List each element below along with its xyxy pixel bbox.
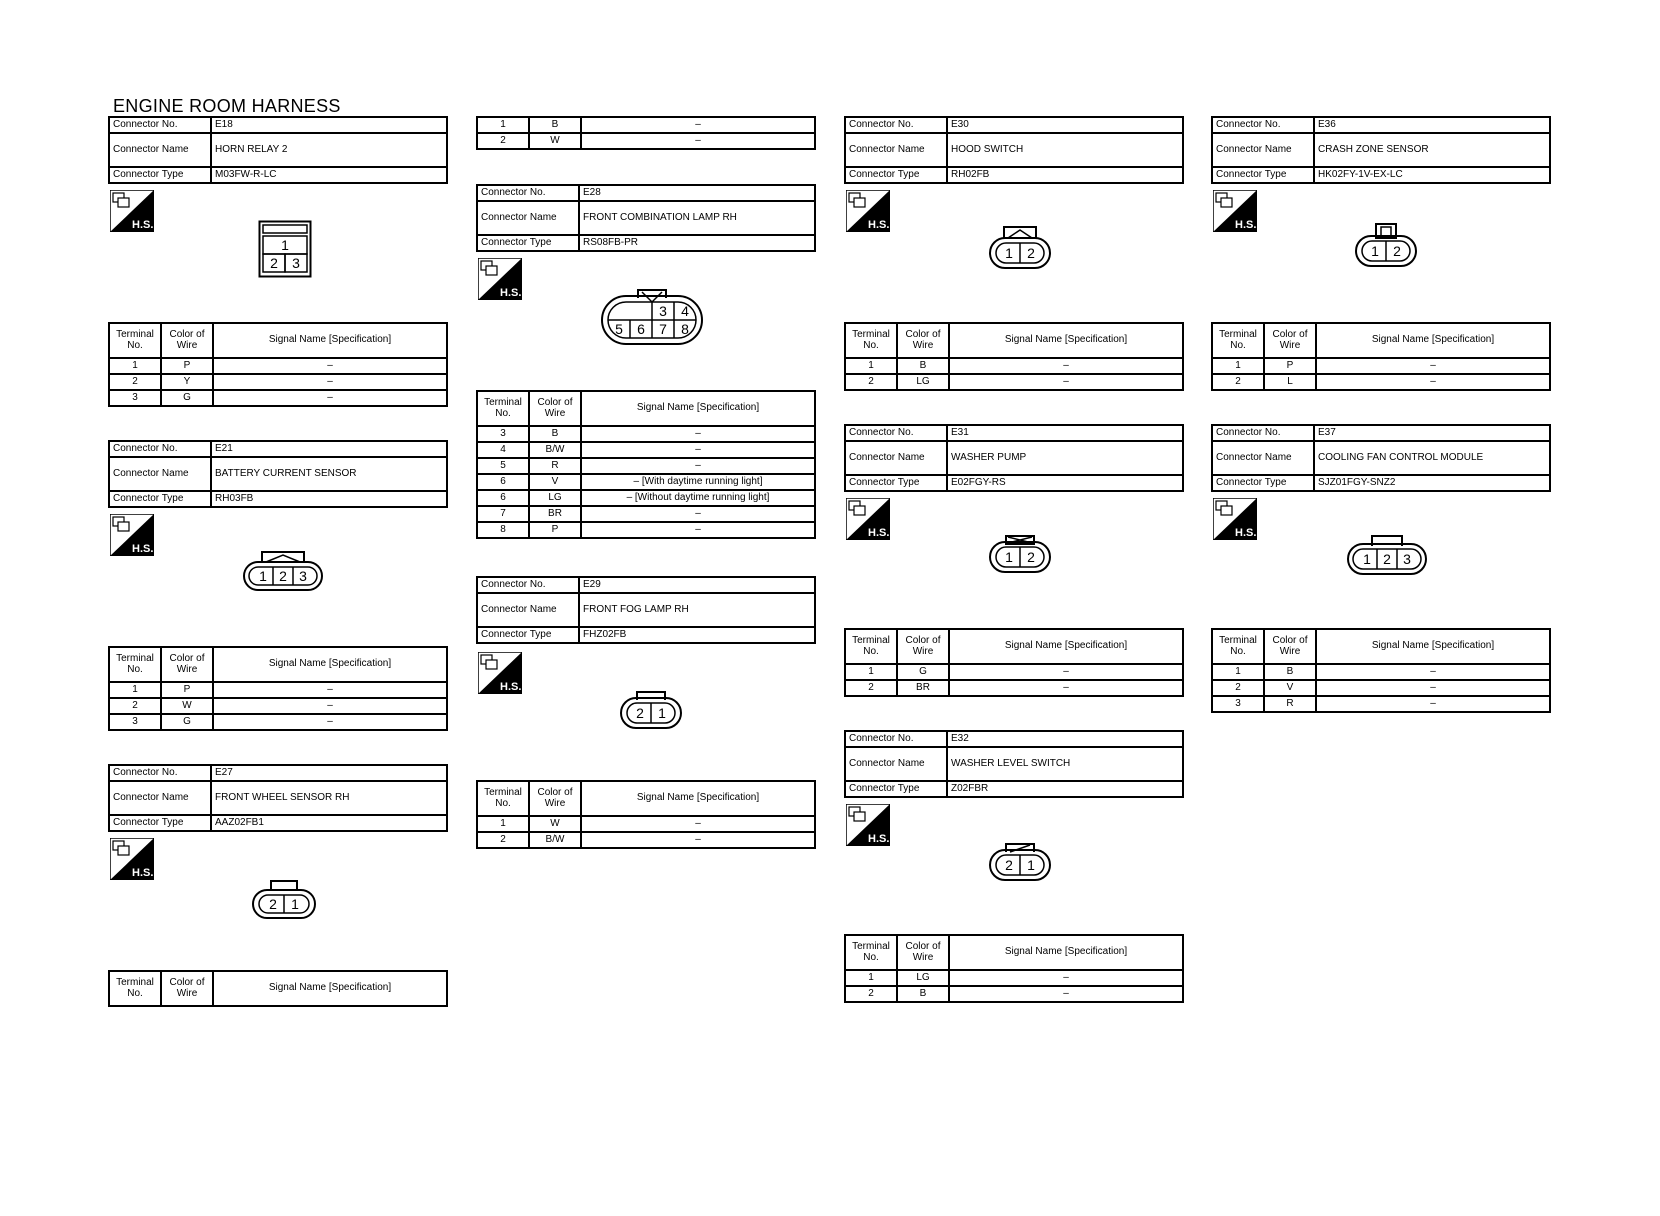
connector-name-value: WASHER PUMP bbox=[947, 441, 1183, 475]
terminal-table-e37 bbox=[1211, 628, 1551, 713]
signal-cell: – bbox=[581, 458, 815, 474]
terminal-cell: 1 bbox=[845, 358, 897, 374]
color-cell: V bbox=[1264, 680, 1316, 696]
hs-label: H.S. bbox=[1235, 219, 1257, 231]
signal-name-header: Signal Name [Specification] bbox=[213, 323, 447, 358]
terminal-cell: 2 bbox=[1212, 680, 1264, 696]
table-row bbox=[845, 970, 1183, 986]
terminal-cell: 1 bbox=[109, 358, 161, 374]
connector-info-e37 bbox=[1211, 424, 1551, 492]
harness-side-icon bbox=[846, 804, 890, 846]
hs-label: H.S. bbox=[500, 287, 522, 299]
pin-label: 1 bbox=[1363, 551, 1371, 567]
connector-type-value: FHZ02FB bbox=[579, 627, 815, 643]
connector-type-value: E02FGY-RS bbox=[947, 475, 1183, 491]
pin-label: 8 bbox=[681, 321, 689, 337]
table-row bbox=[477, 426, 815, 442]
color-cell: G bbox=[897, 664, 949, 680]
signal-cell: – bbox=[581, 832, 815, 848]
connector-name-label: Connector Name bbox=[477, 201, 579, 235]
pin-label: 7 bbox=[659, 321, 667, 337]
table-row bbox=[477, 133, 815, 149]
connector-name-label: Connector Name bbox=[845, 441, 947, 475]
connector-name-label: Connector Name bbox=[109, 133, 211, 167]
signal-name-header: Signal Name [Specification] bbox=[213, 647, 447, 682]
terminal-cell: 1 bbox=[845, 664, 897, 680]
terminal-cell: 1 bbox=[109, 682, 161, 698]
terminal-cell: 2 bbox=[845, 986, 897, 1002]
pin-label: 3 bbox=[299, 568, 307, 584]
connector-type-value: AAZ02FB1 bbox=[211, 815, 447, 831]
terminal-cell: 6 bbox=[477, 474, 529, 490]
pin-label: 3 bbox=[1403, 551, 1411, 567]
connector-info-e21 bbox=[108, 440, 448, 508]
terminal-no-header: Terminal No. bbox=[109, 647, 161, 682]
connector-name-value: COOLING FAN CONTROL MODULE bbox=[1314, 441, 1550, 475]
pin-label: 1 bbox=[1005, 245, 1013, 261]
terminal-no-header: Terminal No. bbox=[845, 629, 897, 664]
table-row bbox=[1212, 680, 1550, 696]
harness-side-icon bbox=[1213, 498, 1257, 540]
harness-side-icon bbox=[110, 190, 154, 232]
signal-cell: – bbox=[949, 374, 1183, 390]
table-row bbox=[477, 522, 815, 538]
connector-name-label: Connector Name bbox=[477, 593, 579, 627]
connector-type-value: RS08FB-PR bbox=[579, 235, 815, 251]
connector-type-value: RH02FB bbox=[947, 167, 1183, 183]
connector-face-e21 bbox=[242, 548, 326, 599]
terminal-table-e32 bbox=[844, 934, 1184, 1003]
connector-type-label: Connector Type bbox=[477, 627, 579, 643]
connector-no-value: E29 bbox=[579, 577, 815, 593]
table-row bbox=[1212, 374, 1550, 390]
connector-info-e36 bbox=[1211, 116, 1551, 184]
color-of-wire-header: Color of Wire bbox=[897, 323, 949, 358]
connector-type-value: M03FW-R-LC bbox=[211, 167, 447, 183]
connector-type-label: Connector Type bbox=[109, 815, 211, 831]
connector-name-label: Connector Name bbox=[1212, 441, 1314, 475]
connector-face-e31 bbox=[988, 534, 1052, 579]
table-row bbox=[845, 358, 1183, 374]
signal-cell: – bbox=[581, 426, 815, 442]
connector-name-value: HOOD SWITCH bbox=[947, 133, 1183, 167]
signal-cell: – bbox=[949, 358, 1183, 374]
connector-name-value: FRONT FOG LAMP RH bbox=[579, 593, 815, 627]
connector-no-label: Connector No. bbox=[477, 577, 579, 593]
signal-cell: – bbox=[1316, 696, 1550, 712]
color-of-wire-header: Color of Wire bbox=[161, 647, 213, 682]
connector-info-e31 bbox=[844, 424, 1184, 492]
terminal-no-header: Terminal No. bbox=[109, 323, 161, 358]
pin-label: 1 bbox=[291, 896, 299, 912]
terminal-table-e27-continued bbox=[476, 116, 816, 150]
color-cell: W bbox=[529, 816, 581, 832]
table-row bbox=[1212, 358, 1550, 374]
connector-no-value: E28 bbox=[579, 185, 815, 201]
connector-type-value: RH03FB bbox=[211, 491, 447, 507]
terminal-no-header: Terminal No. bbox=[477, 391, 529, 426]
pin-label: 1 bbox=[259, 568, 267, 584]
color-cell: Y bbox=[161, 374, 213, 390]
terminal-cell: 1 bbox=[1212, 664, 1264, 680]
signal-name-header: Signal Name [Specification] bbox=[949, 935, 1183, 970]
signal-name-header: Signal Name [Specification] bbox=[213, 971, 447, 1006]
connector-no-label: Connector No. bbox=[109, 765, 211, 781]
connector-type-value: SJZ01FGY-SNZ2 bbox=[1314, 475, 1550, 491]
pin-label: 1 bbox=[1371, 243, 1379, 259]
color-cell: B bbox=[897, 986, 949, 1002]
connector-no-label: Connector No. bbox=[109, 441, 211, 457]
color-cell: W bbox=[161, 698, 213, 714]
signal-cell: – bbox=[213, 698, 447, 714]
terminal-cell: 1 bbox=[1212, 358, 1264, 374]
connector-no-value: E27 bbox=[211, 765, 447, 781]
terminal-cell: 3 bbox=[109, 714, 161, 730]
connector-type-label: Connector Type bbox=[845, 475, 947, 491]
signal-cell: – bbox=[1316, 358, 1550, 374]
color-of-wire-header: Color of Wire bbox=[529, 391, 581, 426]
connector-info-e27 bbox=[108, 764, 448, 832]
color-of-wire-header: Color of Wire bbox=[529, 781, 581, 816]
connector-no-label: Connector No. bbox=[109, 117, 211, 133]
connector-type-label: Connector Type bbox=[845, 781, 947, 797]
connector-no-label: Connector No. bbox=[1212, 425, 1314, 441]
harness-side-icon bbox=[478, 652, 522, 694]
harness-side-icon bbox=[1213, 190, 1257, 232]
connector-name-value: FRONT WHEEL SENSOR RH bbox=[211, 781, 447, 815]
pin-label: 4 bbox=[681, 303, 689, 319]
pin-label: 2 bbox=[1005, 857, 1013, 873]
pin-label: 2 bbox=[1027, 549, 1035, 565]
connector-no-value: E21 bbox=[211, 441, 447, 457]
terminal-cell: 8 bbox=[477, 522, 529, 538]
terminal-cell: 6 bbox=[477, 490, 529, 506]
signal-cell: – bbox=[581, 506, 815, 522]
signal-name-header: Signal Name [Specification] bbox=[581, 781, 815, 816]
hs-label: H.S. bbox=[132, 219, 154, 231]
signal-cell: – bbox=[949, 664, 1183, 680]
table-row bbox=[109, 358, 447, 374]
hs-label: H.S. bbox=[868, 219, 890, 231]
terminal-cell: 1 bbox=[845, 970, 897, 986]
connector-type-value: HK02FY-1V-EX-LC bbox=[1314, 167, 1550, 183]
hs-label: H.S. bbox=[132, 867, 154, 879]
table-row bbox=[477, 117, 815, 133]
connector-no-value: E30 bbox=[947, 117, 1183, 133]
harness-side-icon bbox=[110, 838, 154, 880]
terminal-no-header: Terminal No. bbox=[1212, 629, 1264, 664]
color-cell: B bbox=[529, 426, 581, 442]
pin-label: 1 bbox=[1005, 549, 1013, 565]
color-cell: LG bbox=[529, 490, 581, 506]
color-of-wire-header: Color of Wire bbox=[161, 323, 213, 358]
connector-face-e30 bbox=[988, 224, 1052, 275]
terminal-cell: 4 bbox=[477, 442, 529, 458]
color-cell: B bbox=[529, 117, 581, 133]
connector-info-e28 bbox=[476, 184, 816, 252]
signal-cell: – bbox=[213, 714, 447, 730]
signal-name-header: Signal Name [Specification] bbox=[581, 391, 815, 426]
signal-cell: – bbox=[949, 986, 1183, 1002]
terminal-table-e36 bbox=[1211, 322, 1551, 391]
connector-no-label: Connector No. bbox=[845, 731, 947, 747]
terminal-cell: 5 bbox=[477, 458, 529, 474]
pin-label: 2 bbox=[1027, 245, 1035, 261]
pin-label: 3 bbox=[292, 255, 300, 271]
terminal-cell: 2 bbox=[845, 374, 897, 390]
table-row bbox=[1212, 664, 1550, 680]
signal-name-header: Signal Name [Specification] bbox=[1316, 323, 1550, 358]
signal-cell: – bbox=[581, 522, 815, 538]
hs-label: H.S. bbox=[132, 543, 154, 555]
table-row bbox=[109, 698, 447, 714]
connector-type-value: Z02FBR bbox=[947, 781, 1183, 797]
signal-cell: – [Without daytime running light] bbox=[581, 490, 815, 506]
signal-cell: – bbox=[581, 816, 815, 832]
table-row bbox=[109, 390, 447, 406]
terminal-no-header: Terminal No. bbox=[477, 781, 529, 816]
terminal-cell: 1 bbox=[477, 816, 529, 832]
terminal-no-header: Terminal No. bbox=[109, 971, 161, 1006]
table-row bbox=[477, 816, 815, 832]
color-cell: W bbox=[529, 133, 581, 149]
connector-info-e18 bbox=[108, 116, 448, 184]
terminal-cell: 2 bbox=[477, 832, 529, 848]
pin-label: 2 bbox=[269, 896, 277, 912]
connector-name-label: Connector Name bbox=[1212, 133, 1314, 167]
connector-name-label: Connector Name bbox=[845, 747, 947, 781]
connector-name-label: Connector Name bbox=[109, 457, 211, 491]
harness-side-icon bbox=[110, 514, 154, 556]
pin-label: 1 bbox=[281, 237, 289, 253]
pin-label: 5 bbox=[615, 321, 623, 337]
terminal-cell: 3 bbox=[109, 390, 161, 406]
table-row bbox=[109, 374, 447, 390]
connector-type-label: Connector Type bbox=[1212, 475, 1314, 491]
terminal-table-e29 bbox=[476, 780, 816, 849]
table-row bbox=[477, 474, 815, 490]
signal-cell: – bbox=[1316, 680, 1550, 696]
color-cell: V bbox=[529, 474, 581, 490]
signal-cell: – bbox=[1316, 664, 1550, 680]
connector-name-value: HORN RELAY 2 bbox=[211, 133, 447, 167]
table-row bbox=[477, 458, 815, 474]
hs-label: H.S. bbox=[868, 527, 890, 539]
connector-name-value: WASHER LEVEL SWITCH bbox=[947, 747, 1183, 781]
color-cell: R bbox=[1264, 696, 1316, 712]
connector-name-value: CRASH ZONE SENSOR bbox=[1314, 133, 1550, 167]
pin-label: 1 bbox=[1027, 857, 1035, 873]
signal-name-header: Signal Name [Specification] bbox=[949, 629, 1183, 664]
color-cell: BR bbox=[529, 506, 581, 522]
color-of-wire-header: Color of Wire bbox=[1264, 629, 1316, 664]
color-cell: B/W bbox=[529, 832, 581, 848]
table-row bbox=[109, 682, 447, 698]
signal-name-header: Signal Name [Specification] bbox=[1316, 629, 1550, 664]
connector-info-e29 bbox=[476, 576, 816, 644]
pin-label: 2 bbox=[279, 568, 287, 584]
terminal-cell: 2 bbox=[1212, 374, 1264, 390]
connector-face-e18 bbox=[258, 220, 312, 283]
connector-no-value: E37 bbox=[1314, 425, 1550, 441]
terminal-table-e28 bbox=[476, 390, 816, 539]
connector-face-e32 bbox=[988, 842, 1052, 887]
signal-name-header: Signal Name [Specification] bbox=[949, 323, 1183, 358]
terminal-cell: 2 bbox=[845, 680, 897, 696]
pin-label: 2 bbox=[270, 255, 278, 271]
color-cell: B/W bbox=[529, 442, 581, 458]
terminal-cell: 2 bbox=[477, 133, 529, 149]
table-row bbox=[477, 490, 815, 506]
connector-type-label: Connector Type bbox=[477, 235, 579, 251]
table-row bbox=[477, 832, 815, 848]
connector-type-label: Connector Type bbox=[845, 167, 947, 183]
connector-face-e28 bbox=[600, 288, 704, 353]
color-cell: LG bbox=[897, 970, 949, 986]
connector-type-label: Connector Type bbox=[1212, 167, 1314, 183]
terminal-table-e30 bbox=[844, 322, 1184, 391]
signal-cell: – bbox=[581, 117, 815, 133]
table-row bbox=[1212, 696, 1550, 712]
connector-no-value: E31 bbox=[947, 425, 1183, 441]
color-of-wire-header: Color of Wire bbox=[897, 629, 949, 664]
connector-info-e32 bbox=[844, 730, 1184, 798]
signal-cell: – bbox=[213, 390, 447, 406]
connector-no-value: E32 bbox=[947, 731, 1183, 747]
connector-name-value: BATTERY CURRENT SENSOR bbox=[211, 457, 447, 491]
hs-label: H.S. bbox=[868, 833, 890, 845]
signal-cell: – bbox=[213, 374, 447, 390]
color-cell: G bbox=[161, 714, 213, 730]
table-row bbox=[845, 680, 1183, 696]
terminal-no-header: Terminal No. bbox=[845, 323, 897, 358]
table-row bbox=[109, 714, 447, 730]
pin-label: 3 bbox=[659, 303, 667, 319]
color-cell: B bbox=[1264, 664, 1316, 680]
color-cell: P bbox=[161, 358, 213, 374]
connector-no-label: Connector No. bbox=[477, 185, 579, 201]
connector-no-label: Connector No. bbox=[1212, 117, 1314, 133]
color-cell: P bbox=[161, 682, 213, 698]
pin-label: 2 bbox=[636, 705, 644, 721]
signal-cell: – bbox=[949, 970, 1183, 986]
harness-side-icon bbox=[846, 498, 890, 540]
signal-cell: – bbox=[1316, 374, 1550, 390]
pin-label: 2 bbox=[1383, 551, 1391, 567]
terminal-cell: 2 bbox=[109, 374, 161, 390]
color-cell: B bbox=[897, 358, 949, 374]
connector-name-value: FRONT COMBINATION LAMP RH bbox=[579, 201, 815, 235]
hs-label: H.S. bbox=[500, 681, 522, 693]
color-cell: R bbox=[529, 458, 581, 474]
connector-face-e36 bbox=[1354, 222, 1418, 273]
hs-label: H.S. bbox=[1235, 527, 1257, 539]
color-of-wire-header: Color of Wire bbox=[161, 971, 213, 1006]
terminal-table-e18 bbox=[108, 322, 448, 407]
table-row bbox=[845, 664, 1183, 680]
pin-label: 2 bbox=[1393, 243, 1401, 259]
signal-cell: – bbox=[213, 682, 447, 698]
connector-type-label: Connector Type bbox=[109, 167, 211, 183]
terminal-table-e21 bbox=[108, 646, 448, 731]
connector-no-label: Connector No. bbox=[845, 425, 947, 441]
connector-face-e27 bbox=[251, 878, 317, 925]
connector-name-label: Connector Name bbox=[109, 781, 211, 815]
terminal-cell: 7 bbox=[477, 506, 529, 522]
terminal-table-e27 bbox=[108, 970, 448, 1007]
harness-side-icon bbox=[846, 190, 890, 232]
connector-no-label: Connector No. bbox=[845, 117, 947, 133]
color-cell: LG bbox=[897, 374, 949, 390]
signal-cell: – bbox=[213, 358, 447, 374]
terminal-cell: 3 bbox=[1212, 696, 1264, 712]
page-title: ENGINE ROOM HARNESS bbox=[113, 96, 341, 116]
pin-label: 1 bbox=[658, 705, 666, 721]
harness-side-icon bbox=[478, 258, 522, 300]
color-cell: P bbox=[1264, 358, 1316, 374]
connector-name-label: Connector Name bbox=[845, 133, 947, 167]
color-of-wire-header: Color of Wire bbox=[1264, 323, 1316, 358]
connector-info-e30 bbox=[844, 116, 1184, 184]
color-of-wire-header: Color of Wire bbox=[897, 935, 949, 970]
color-cell: G bbox=[161, 390, 213, 406]
color-cell: BR bbox=[897, 680, 949, 696]
signal-cell: – bbox=[949, 680, 1183, 696]
table-row bbox=[845, 986, 1183, 1002]
color-cell: P bbox=[529, 522, 581, 538]
table-row bbox=[477, 506, 815, 522]
terminal-cell: 1 bbox=[477, 117, 529, 133]
terminal-no-header: Terminal No. bbox=[1212, 323, 1264, 358]
connector-no-value: E36 bbox=[1314, 117, 1550, 133]
signal-cell: – bbox=[581, 133, 815, 149]
table-row bbox=[477, 442, 815, 458]
signal-cell: – bbox=[581, 442, 815, 458]
table-row bbox=[845, 374, 1183, 390]
terminal-no-header: Terminal No. bbox=[845, 935, 897, 970]
connector-no-value: E18 bbox=[211, 117, 447, 133]
connector-face-e29 bbox=[619, 690, 683, 735]
connector-type-label: Connector Type bbox=[109, 491, 211, 507]
color-cell: L bbox=[1264, 374, 1316, 390]
terminal-cell: 2 bbox=[109, 698, 161, 714]
terminal-table-e31 bbox=[844, 628, 1184, 697]
signal-cell: – [With daytime running light] bbox=[581, 474, 815, 490]
terminal-cell: 3 bbox=[477, 426, 529, 442]
pin-label: 6 bbox=[637, 321, 645, 337]
connector-face-e37 bbox=[1346, 534, 1428, 581]
